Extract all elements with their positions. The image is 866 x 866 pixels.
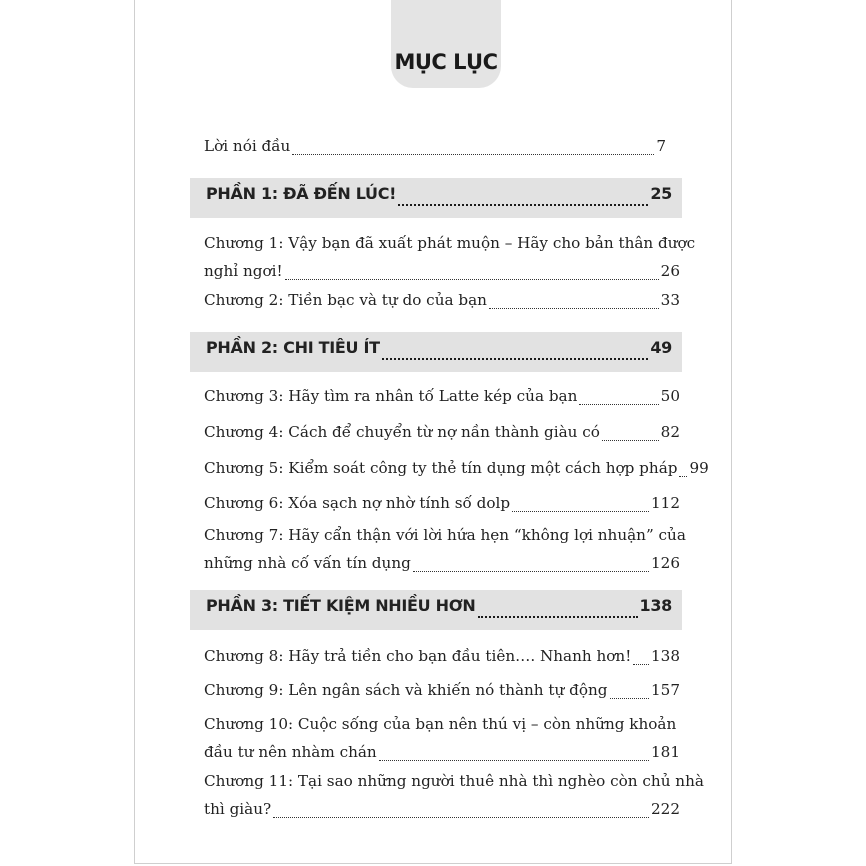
entry-page: 7 (656, 137, 666, 155)
leader-dots (398, 203, 648, 206)
toc-entry-chapter[interactable] (204, 521, 686, 577)
leader-dots (273, 816, 649, 818)
toc-entry-chapter[interactable] (204, 642, 680, 670)
entry-page: 157 (651, 681, 680, 699)
entry-label: Chương 3: Hãy tìm ra nhân tố Latte kép của bạn (204, 387, 578, 405)
entry-label: Chương 9: Lên ngân sách và khiến nó thành tự động (204, 681, 608, 699)
leader-dots (579, 403, 658, 405)
part-label: PHẦN 2: CHI TIÊU ÍT (206, 338, 380, 357)
toc-entry-chapter[interactable] (204, 418, 680, 446)
leader-dots (478, 615, 638, 618)
part-page: 49 (650, 338, 672, 357)
entry-page: 82 (660, 423, 680, 441)
entry-label: Lời nói đầu (204, 137, 291, 155)
entry-label-line1: Chương 10: Cuộc sống của bạn nên thú vị – còn những khoản (204, 715, 677, 733)
leader-dots (602, 439, 659, 441)
part-label: PHẦN 3: TIẾT KIỆM NHIỀU HƠN (206, 596, 476, 615)
toc-entry-chapter[interactable] (204, 489, 680, 517)
toc-entry-chapter[interactable] (204, 454, 709, 482)
part-header[interactable] (190, 590, 682, 630)
entry-page: 138 (651, 647, 680, 665)
leader-dots (489, 307, 659, 309)
entry-page: 50 (660, 387, 680, 405)
toc-entry-chapter[interactable] (204, 286, 680, 314)
page-title: MỤC LỤC (394, 50, 498, 74)
entry-page: 26 (660, 262, 680, 280)
entry-label: Chương 2: Tiền bạc và tự do của bạn (204, 291, 487, 309)
part-page: 138 (639, 596, 672, 615)
entry-label-line1: Chương 1: Vậy bạn đã xuất phát muộn – Hãy cho bản thân được (204, 234, 696, 252)
leader-dots (610, 697, 650, 699)
entry-label-line1: Chương 11: Tại sao những người thuê nhà thì nghèo còn chủ nhà (204, 772, 704, 790)
entry-page: 126 (651, 554, 680, 572)
entry-label: thì giàu? (204, 800, 272, 818)
entry-label: Chương 4: Cách để chuyển từ nợ nần thành giàu có (204, 423, 600, 441)
leader-dots (413, 570, 649, 572)
entry-label: Chương 6: Xóa sạch nợ nhờ tính số dolp (204, 494, 511, 512)
toc-entry-chapter[interactable] (204, 382, 680, 410)
part-header[interactable] (190, 332, 682, 372)
entry-page: 181 (651, 743, 680, 761)
entry-label: nghỉ ngơi! (204, 262, 283, 280)
entry-label: những nhà cố vấn tín dụng (204, 554, 411, 572)
entry-label: Chương 5: Kiểm soát công ty thẻ tín dụng một cách hợp pháp (204, 459, 678, 477)
toc-entry-chapter[interactable] (204, 229, 696, 285)
leader-dots (292, 153, 654, 155)
entry-page: 99 (689, 459, 709, 477)
leader-dots (633, 663, 649, 665)
entry-label: đầu tư nên nhàm chán (204, 743, 377, 761)
leader-dots (382, 357, 649, 360)
entry-label: Chương 8: Hãy trả tiền cho bạn đầu tiên…. Nhanh hơn! (204, 647, 632, 665)
part-label: PHẦN 1: ĐÃ ĐẾN LÚC! (206, 184, 397, 203)
leader-dots (379, 759, 649, 761)
entry-label-line1: Chương 7: Hãy cẩn thận với lời hứa hẹn “không lợi nhuận” của (204, 526, 686, 544)
leader-dots (679, 475, 687, 477)
toc-entry-preface[interactable] (204, 132, 666, 160)
part-page: 25 (650, 184, 672, 203)
entry-page: 33 (660, 291, 680, 309)
part-header[interactable] (190, 178, 682, 218)
toc-entry-chapter[interactable] (204, 710, 680, 766)
title-tab (391, 0, 501, 88)
toc-entry-chapter[interactable] (204, 676, 680, 704)
leader-dots (285, 278, 659, 280)
entry-page: 222 (651, 800, 680, 818)
leader-dots (512, 510, 649, 512)
toc-entry-chapter[interactable] (204, 767, 704, 823)
entry-page: 112 (651, 494, 680, 512)
